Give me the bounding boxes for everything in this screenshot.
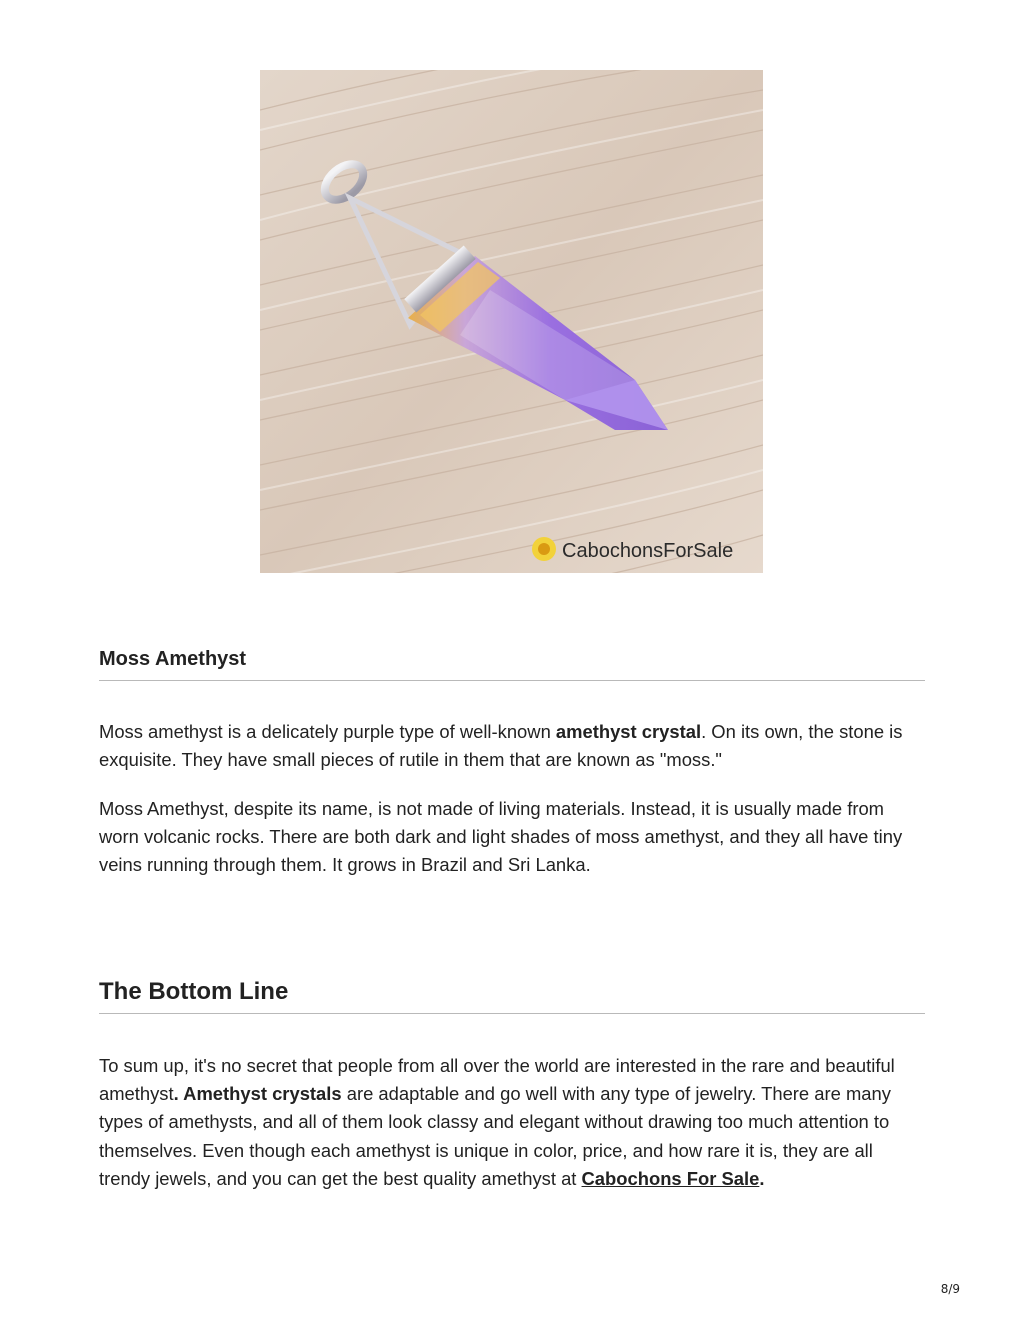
- bold-text: .: [173, 1083, 184, 1105]
- bold-text: .: [759, 1167, 765, 1189]
- cabochonsforsale-watermark: [532, 537, 733, 562]
- heading-divider: [99, 1013, 925, 1014]
- page-number: 8/9: [940, 1282, 960, 1296]
- heading-divider: [99, 680, 925, 681]
- text-span: . On its own, the stone is exquisite. They have small pieces of rutile in them that are known as "moss.": [99, 721, 903, 771]
- text-span: are adaptable and go well with any type of jewelry. There are many types of amethysts, and all of them look classy and elegant without drawing too much attention to themselves. Even though each amethyst is unique in color, price, and how rare it is, they are all trendy jewels, and you can get the best quality amethyst at: [99, 1083, 891, 1189]
- section-heading-bottom-line: The Bottom Line: [99, 978, 289, 1005]
- bold-text: amethyst crystal: [555, 721, 702, 742]
- svg-text:CabochonsForSale: CabochonsForSale: [562, 540, 734, 562]
- amethyst-pendant-image: [260, 70, 763, 573]
- paragraph: Moss Amethyst, despite its name, is not made of living materials. Instead, it is usually made from worn volcanic rocks. There are both dark and light shades of moss amethyst, and they all have tiny veins running through them. It grows in Brazil and Sri Lanka.: [99, 798, 903, 876]
- text-span: To sum up, it's no secret that people from all over the world are interested in the rare and beautiful amethyst: [99, 1055, 895, 1105]
- section-heading-moss-amethyst: Moss Amethyst: [99, 648, 247, 670]
- paragraph: [99, 718, 925, 774]
- bold-text: Amethyst crystals: [183, 1083, 342, 1105]
- product-photo: [260, 70, 763, 573]
- paragraph: [99, 1052, 925, 1193]
- text-span: Moss amethyst is a delicately purple type of well-known: [99, 721, 556, 742]
- cabochons-for-sale-link[interactable]: Cabochons For Sale: [581, 1167, 760, 1189]
